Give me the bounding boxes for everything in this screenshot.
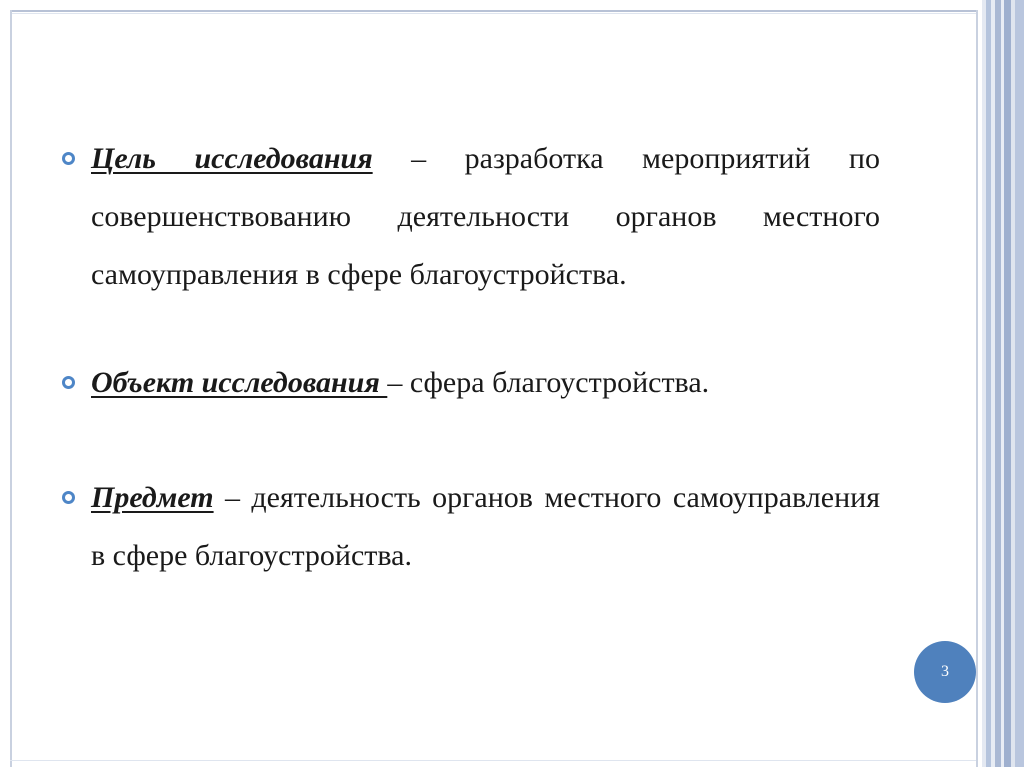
frame-right-border bbox=[976, 10, 978, 767]
term-subject: Предмет bbox=[91, 481, 214, 514]
frame-top-border bbox=[10, 10, 976, 12]
decor-stripe bbox=[1004, 0, 1011, 767]
frame-bottom-border bbox=[10, 760, 976, 761]
bullet-item-goal bbox=[62, 130, 880, 304]
ring-bullet-icon bbox=[62, 152, 75, 165]
term-goal: Цель исследования bbox=[91, 142, 373, 175]
frame-top-border-inner bbox=[10, 13, 976, 14]
object-text: – сфера благоустройства. bbox=[387, 366, 710, 399]
decor-stripe bbox=[1015, 0, 1024, 767]
goal-text: – разработка мероприятий по совершенствованию деятельности органов местного самоуправления в сфере благоустройства. bbox=[91, 142, 880, 291]
bullet-list bbox=[62, 130, 880, 585]
bullet-item-object bbox=[62, 354, 880, 412]
ring-bullet-icon bbox=[62, 376, 75, 389]
bullet-item-subject bbox=[62, 469, 880, 585]
frame-left-border bbox=[10, 10, 12, 767]
ring-bullet-icon bbox=[62, 491, 75, 504]
term-object: Объект исследования bbox=[91, 366, 388, 399]
page-number-badge: 3 bbox=[914, 641, 976, 703]
subject-text: – деятельность органов местного самоуправления в сфере благоустройства. bbox=[91, 481, 880, 572]
